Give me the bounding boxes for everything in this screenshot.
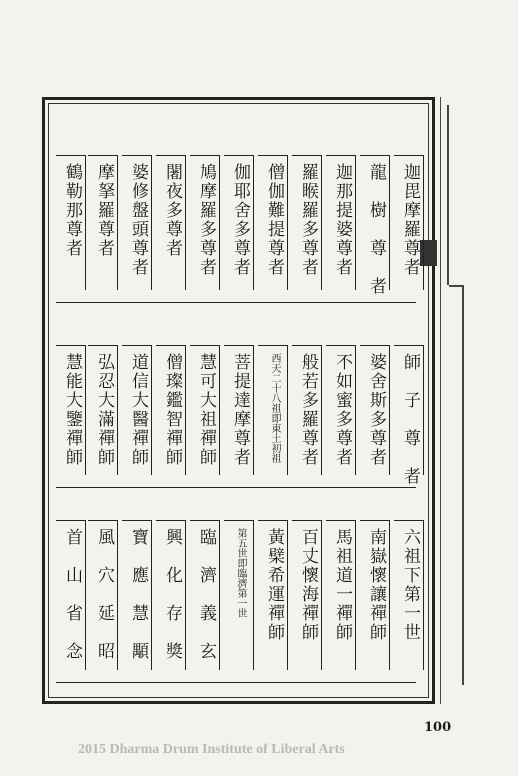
entry-bracket (122, 155, 152, 290)
lineage-entry: 鶴勒那尊者 (62, 163, 82, 258)
lineage-entry: 伽耶舍多尊者 (230, 163, 250, 277)
entry-bracket (156, 155, 186, 290)
spine-line (440, 97, 441, 704)
entry-bracket (122, 520, 152, 670)
entry-bracket (122, 345, 152, 475)
spine-line (449, 285, 463, 287)
lineage-entry: 不如蜜多尊者 (332, 353, 352, 467)
lineage-entry: 婆修盤頭尊者 (128, 163, 148, 277)
row-connector (56, 302, 416, 303)
lineage-entry: 興 化 存 獎 (162, 528, 182, 661)
lineage-entry: 迦那提婆尊者 (332, 163, 352, 277)
spine-line (462, 285, 464, 685)
entry-bracket (156, 345, 186, 475)
lineage-entry: 婆舍斯多尊者 (366, 353, 386, 467)
lineage-entry: 師 子 尊 者 (400, 353, 420, 486)
entry-bracket (326, 520, 356, 670)
lineage-entry: 菩提達摩尊者 (230, 353, 250, 467)
row-connector (56, 682, 416, 683)
entry-bracket (258, 155, 288, 290)
lineage-entry: 弘忍大滿禪師 (94, 353, 114, 467)
entry-bracket (360, 520, 390, 670)
lineage-entry: 慧能大鑒禪師 (62, 353, 82, 467)
lineage-entry: 闍夜多尊者 (162, 163, 182, 258)
lineage-entry: 六祖下第一世 (400, 528, 420, 642)
row-connector (56, 487, 416, 488)
entry-bracket (56, 345, 86, 475)
entry-bracket (394, 345, 424, 475)
entry-bracket (292, 345, 322, 475)
entry-bracket (88, 520, 118, 670)
lineage-entry: 般若多羅尊者 (298, 353, 318, 467)
entry-bracket (224, 155, 254, 290)
lineage-entry: 羅睺羅多尊者 (298, 163, 318, 277)
entry-bracket (224, 520, 254, 670)
entry-bracket (88, 155, 118, 290)
lineage-entry: 僧璨鑑智禪師 (162, 353, 182, 467)
lineage-entry: 慧可大祖禪師 (196, 353, 216, 467)
entry-bracket (56, 155, 86, 290)
watermark: 2015 Dharma Drum Institute of Liberal Arts (78, 742, 345, 757)
entry-bracket (224, 345, 254, 475)
entry-bracket (326, 345, 356, 475)
spine-line (447, 105, 449, 285)
lineage-entry: 風 穴 延 昭 (94, 528, 114, 661)
entry-bracket (394, 520, 424, 670)
lineage-entry: 第五世即臨濟第一世 (235, 528, 246, 618)
entry-bracket (292, 155, 322, 290)
entry-bracket (360, 155, 390, 290)
lineage-entry: 龍 樹 尊 者 (366, 163, 386, 296)
lineage-entry: 道信大醫禪師 (128, 353, 148, 467)
entry-bracket (156, 520, 186, 670)
lineage-entry: 首 山 省 念 (62, 528, 82, 661)
lineage-entry: 迦毘摩羅尊者 (400, 163, 420, 277)
entry-bracket (190, 345, 220, 475)
lineage-entry: 南嶽懷讓禪師 (366, 528, 386, 642)
lineage-entry: 西天二十八祖即東土初祖 (269, 353, 280, 463)
lineage-entry: 黃檗希運禪師 (264, 528, 284, 642)
entry-bracket (190, 520, 220, 670)
entry-bracket (292, 520, 322, 670)
entry-bracket (258, 345, 288, 475)
entry-bracket (258, 520, 288, 670)
lineage-entry: 摩拏羅尊者 (94, 163, 114, 258)
page-number: 100 (424, 720, 452, 735)
lineage-entry: 馬祖道一禪師 (332, 528, 352, 642)
entry-bracket (88, 345, 118, 475)
lineage-entry: 臨 濟 義 玄 (196, 528, 216, 661)
lineage-entry: 鳩摩羅多尊者 (196, 163, 216, 277)
entry-bracket (190, 155, 220, 290)
entry-bracket (360, 345, 390, 475)
entry-bracket (56, 520, 86, 670)
lineage-entry: 寶 應 慧 顒 (128, 528, 148, 661)
entry-bracket (394, 155, 424, 290)
lineage-entry: 僧伽難提尊者 (264, 163, 284, 277)
lineage-entry: 百丈懷海禪師 (298, 528, 318, 642)
entry-bracket (326, 155, 356, 290)
